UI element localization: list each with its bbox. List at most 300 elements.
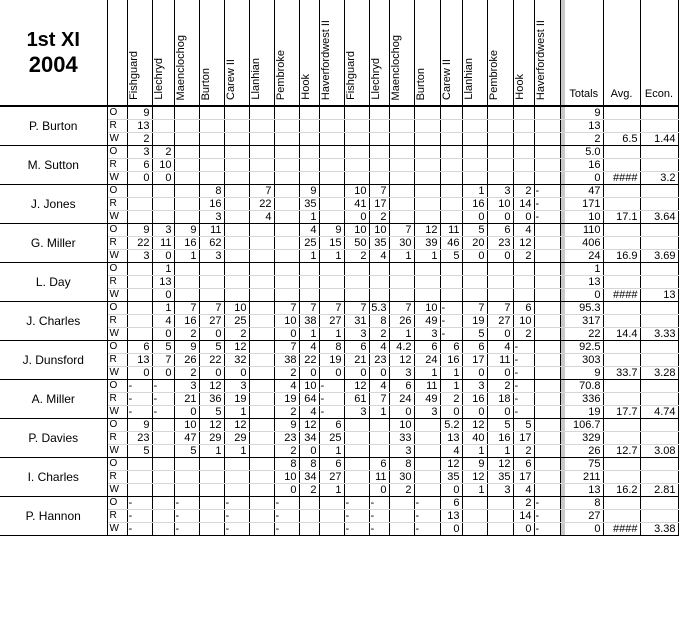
figure-cell: - bbox=[127, 523, 152, 536]
figure-cell: 35 bbox=[299, 198, 319, 211]
figure-cell bbox=[199, 120, 224, 133]
total-cell: 22 bbox=[565, 328, 603, 341]
figure-cell bbox=[487, 510, 513, 523]
avg-cell bbox=[603, 497, 640, 510]
figure-cell: - bbox=[224, 523, 249, 536]
figure-cell: 41 bbox=[344, 198, 369, 211]
figure-cell: 11 bbox=[369, 471, 389, 484]
figure-cell: 16 bbox=[462, 393, 487, 406]
econ-cell bbox=[640, 263, 678, 276]
player-name: L. Day bbox=[0, 263, 107, 302]
figure-cell bbox=[127, 289, 152, 302]
figure-cell bbox=[224, 106, 249, 120]
figure-cell: 0 bbox=[299, 367, 319, 380]
figure-cell bbox=[199, 106, 224, 120]
figure-cell: 0 bbox=[487, 250, 513, 263]
figure-cell bbox=[319, 120, 344, 133]
figure-cell: 0 bbox=[369, 367, 389, 380]
figure-cell bbox=[534, 224, 560, 237]
figure-cell bbox=[152, 458, 174, 471]
figure-cell: 10 bbox=[274, 471, 299, 484]
figure-cell bbox=[299, 289, 319, 302]
figure-cell bbox=[369, 146, 389, 159]
figure-cell bbox=[440, 172, 462, 185]
row-type: O bbox=[107, 263, 127, 276]
figure-cell: 22 bbox=[299, 354, 319, 367]
figure-cell bbox=[249, 224, 274, 237]
figure-cell: 10 bbox=[224, 302, 249, 315]
figure-cell bbox=[414, 276, 440, 289]
figure-cell: 0 bbox=[513, 523, 534, 536]
figure-cell: 0 bbox=[440, 484, 462, 497]
figure-cell bbox=[127, 328, 152, 341]
figure-cell bbox=[299, 523, 319, 536]
figure-cell: 10 bbox=[513, 315, 534, 328]
figure-cell bbox=[487, 159, 513, 172]
figure-cell: - bbox=[344, 510, 369, 523]
econ-cell bbox=[640, 419, 678, 432]
figure-cell: - bbox=[319, 406, 344, 419]
figure-cell bbox=[127, 276, 152, 289]
opponent-label: Burton bbox=[199, 67, 212, 100]
avg-cell bbox=[603, 159, 640, 172]
figure-cell bbox=[389, 146, 414, 159]
figure-cell: 36 bbox=[199, 393, 224, 406]
figure-cell: 9 bbox=[127, 419, 152, 432]
total-cell: 5.0 bbox=[565, 146, 603, 159]
figure-cell: 1 bbox=[487, 445, 513, 458]
avg-cell bbox=[603, 146, 640, 159]
figure-cell: 1 bbox=[224, 445, 249, 458]
figure-cell: - bbox=[152, 380, 174, 393]
figure-cell bbox=[274, 133, 299, 146]
figure-cell: 24 bbox=[414, 354, 440, 367]
player-name: I. Charles bbox=[0, 458, 107, 497]
figure-cell bbox=[249, 523, 274, 536]
figure-cell: 6 bbox=[369, 458, 389, 471]
figure-cell bbox=[249, 302, 274, 315]
figure-cell bbox=[462, 172, 487, 185]
figure-cell bbox=[152, 432, 174, 445]
player-name: J. Dunsford bbox=[0, 341, 107, 380]
figure-cell bbox=[274, 185, 299, 198]
figure-cell bbox=[127, 263, 152, 276]
opponent-label: Pembroke bbox=[274, 49, 287, 100]
figure-cell bbox=[513, 276, 534, 289]
avg-cell bbox=[603, 419, 640, 432]
figure-cell bbox=[224, 276, 249, 289]
opponent-label: Llanhian bbox=[249, 58, 262, 100]
figure-cell: 0 bbox=[462, 211, 487, 224]
figure-cell: - bbox=[369, 523, 389, 536]
figure-cell: 0 bbox=[174, 406, 199, 419]
figure-cell bbox=[440, 159, 462, 172]
figure-cell bbox=[462, 120, 487, 133]
avg-cell bbox=[603, 120, 640, 133]
figure-cell bbox=[152, 120, 174, 133]
figure-cell bbox=[344, 133, 369, 146]
figure-cell: 7 bbox=[274, 341, 299, 354]
opponent-header bbox=[152, 0, 174, 106]
figure-cell bbox=[487, 523, 513, 536]
avg-cell bbox=[603, 315, 640, 328]
figure-cell: - bbox=[534, 211, 560, 224]
total-cell: 27 bbox=[565, 510, 603, 523]
row-type: W bbox=[107, 289, 127, 302]
figure-cell: 12 bbox=[440, 458, 462, 471]
opponent-header bbox=[127, 0, 152, 106]
econ-cell bbox=[640, 276, 678, 289]
figure-cell bbox=[274, 289, 299, 302]
figure-cell: 27 bbox=[319, 471, 344, 484]
total-cell: 13 bbox=[565, 120, 603, 133]
figure-cell: 12 bbox=[513, 237, 534, 250]
figure-cell bbox=[513, 120, 534, 133]
figure-cell bbox=[534, 393, 560, 406]
figure-cell: 7 bbox=[389, 302, 414, 315]
opponent-label: Carew II bbox=[440, 59, 453, 100]
figure-cell bbox=[174, 458, 199, 471]
figure-cell: 2 bbox=[299, 484, 319, 497]
figure-cell: 13 bbox=[440, 510, 462, 523]
figure-cell bbox=[299, 497, 319, 510]
figure-cell bbox=[274, 159, 299, 172]
figure-cell: 0 bbox=[199, 328, 224, 341]
figure-cell: 9 bbox=[174, 224, 199, 237]
opponent-label: Pembroke bbox=[487, 49, 500, 100]
figure-cell bbox=[462, 289, 487, 302]
total-cell: 1 bbox=[565, 263, 603, 276]
opponent-label: Hook bbox=[299, 74, 312, 100]
figure-cell bbox=[534, 328, 560, 341]
figure-cell: - bbox=[127, 406, 152, 419]
econ-cell bbox=[640, 471, 678, 484]
figure-cell: 6 bbox=[462, 341, 487, 354]
figure-cell bbox=[319, 289, 344, 302]
figure-cell: 6 bbox=[319, 458, 344, 471]
figure-cell: 8 bbox=[274, 458, 299, 471]
figure-cell: 1 bbox=[440, 380, 462, 393]
figure-cell bbox=[414, 146, 440, 159]
figure-cell bbox=[487, 263, 513, 276]
figure-cell bbox=[513, 159, 534, 172]
player-row bbox=[0, 341, 678, 354]
figure-cell: - bbox=[224, 497, 249, 510]
figure-cell bbox=[414, 185, 440, 198]
figure-cell: - bbox=[513, 406, 534, 419]
figure-cell bbox=[344, 106, 369, 120]
opponent-header bbox=[534, 0, 560, 106]
figure-cell bbox=[274, 263, 299, 276]
figure-cell: 23 bbox=[487, 237, 513, 250]
figure-cell: 26 bbox=[174, 354, 199, 367]
figure-cell: 38 bbox=[299, 315, 319, 328]
figure-cell bbox=[389, 120, 414, 133]
figure-cell: 6 bbox=[440, 497, 462, 510]
figure-cell: 1 bbox=[462, 185, 487, 198]
figure-cell: 0 bbox=[127, 172, 152, 185]
econ-cell bbox=[640, 341, 678, 354]
total-cell: 110 bbox=[565, 224, 603, 237]
figure-cell: 9 bbox=[274, 419, 299, 432]
opponent-label: Burton bbox=[414, 67, 427, 100]
figure-cell: - bbox=[152, 393, 174, 406]
figure-cell: 19 bbox=[224, 393, 249, 406]
figure-cell: - bbox=[414, 510, 440, 523]
figure-cell bbox=[152, 198, 174, 211]
figure-cell bbox=[487, 133, 513, 146]
figure-cell bbox=[389, 172, 414, 185]
figure-cell bbox=[199, 133, 224, 146]
figure-cell bbox=[534, 380, 560, 393]
figure-cell: 62 bbox=[199, 237, 224, 250]
figure-cell bbox=[440, 198, 462, 211]
figure-cell: 10 bbox=[414, 302, 440, 315]
figure-cell bbox=[174, 484, 199, 497]
row-type: O bbox=[107, 458, 127, 471]
figure-cell bbox=[389, 211, 414, 224]
figure-cell: 6 bbox=[487, 224, 513, 237]
figure-cell: 6 bbox=[513, 458, 534, 471]
figure-cell bbox=[274, 250, 299, 263]
figure-cell: 1 bbox=[369, 406, 389, 419]
figure-cell bbox=[534, 289, 560, 302]
player-row bbox=[0, 497, 678, 510]
avg-cell bbox=[603, 198, 640, 211]
figure-cell: 12 bbox=[462, 419, 487, 432]
total-cell: 336 bbox=[565, 393, 603, 406]
figure-cell: 19 bbox=[274, 393, 299, 406]
figure-cell: 1 bbox=[319, 484, 344, 497]
avg-cell bbox=[603, 458, 640, 471]
avg-cell: #### bbox=[603, 523, 640, 536]
opponent-label: Maenclochog bbox=[389, 34, 402, 100]
avg-cell: 16.2 bbox=[603, 484, 640, 497]
figure-cell: 25 bbox=[319, 432, 344, 445]
figure-cell bbox=[440, 289, 462, 302]
figure-cell bbox=[274, 172, 299, 185]
figure-cell: 1 bbox=[174, 250, 199, 263]
figure-cell bbox=[249, 484, 274, 497]
figure-cell: 10 bbox=[389, 419, 414, 432]
figure-cell bbox=[440, 185, 462, 198]
figure-cell: 4 bbox=[274, 380, 299, 393]
figure-cell bbox=[299, 510, 319, 523]
figure-cell: 27 bbox=[199, 315, 224, 328]
figure-cell bbox=[534, 120, 560, 133]
figure-cell bbox=[249, 432, 274, 445]
figure-cell bbox=[299, 120, 319, 133]
figure-cell: - bbox=[319, 380, 344, 393]
figure-cell bbox=[224, 263, 249, 276]
figure-cell bbox=[249, 380, 274, 393]
opponent-header bbox=[487, 0, 513, 106]
figure-cell: 7 bbox=[369, 185, 389, 198]
figure-cell bbox=[534, 471, 560, 484]
figure-cell: 1 bbox=[299, 328, 319, 341]
figure-cell bbox=[174, 263, 199, 276]
figure-cell bbox=[249, 393, 274, 406]
figure-cell: 9 bbox=[319, 224, 344, 237]
figure-cell: 6 bbox=[127, 341, 152, 354]
figure-cell: 2 bbox=[389, 484, 414, 497]
figure-cell bbox=[174, 289, 199, 302]
figure-cell bbox=[319, 198, 344, 211]
figure-cell: - bbox=[513, 380, 534, 393]
econ-cell bbox=[640, 315, 678, 328]
figure-cell: 46 bbox=[440, 237, 462, 250]
figure-cell: 0 bbox=[152, 328, 174, 341]
opponent-header bbox=[462, 0, 487, 106]
figure-cell bbox=[414, 458, 440, 471]
figure-cell: 6 bbox=[389, 380, 414, 393]
opponent-label: Hook bbox=[513, 74, 526, 100]
figure-cell: 2 bbox=[274, 445, 299, 458]
figure-cell: 12 bbox=[389, 354, 414, 367]
avg-cell: 33.7 bbox=[603, 367, 640, 380]
figure-cell bbox=[152, 510, 174, 523]
figure-cell bbox=[319, 106, 344, 120]
total-cell: 24 bbox=[565, 250, 603, 263]
figure-cell bbox=[487, 120, 513, 133]
opponent-header bbox=[440, 0, 462, 106]
figure-cell bbox=[199, 276, 224, 289]
figure-cell bbox=[319, 523, 344, 536]
figure-cell bbox=[224, 159, 249, 172]
figure-cell bbox=[513, 106, 534, 120]
figure-cell bbox=[174, 120, 199, 133]
figure-cell bbox=[389, 523, 414, 536]
figure-cell bbox=[152, 185, 174, 198]
figure-cell bbox=[152, 133, 174, 146]
opponent-label: Fishguard bbox=[127, 51, 140, 100]
figure-cell bbox=[440, 211, 462, 224]
figure-cell: 6 bbox=[344, 341, 369, 354]
figure-cell: 0 bbox=[369, 484, 389, 497]
opponent-header bbox=[369, 0, 389, 106]
figure-cell: 1 bbox=[199, 445, 224, 458]
figure-cell bbox=[487, 106, 513, 120]
figure-cell bbox=[414, 159, 440, 172]
figure-cell bbox=[199, 289, 224, 302]
figure-cell: - bbox=[440, 328, 462, 341]
figure-cell bbox=[534, 106, 560, 120]
figure-cell bbox=[199, 497, 224, 510]
figure-cell: 0 bbox=[274, 328, 299, 341]
figure-cell bbox=[513, 289, 534, 302]
type-header-cell bbox=[107, 0, 127, 106]
figure-cell: 4 bbox=[299, 224, 319, 237]
figure-cell: 6 bbox=[319, 419, 344, 432]
figure-cell: 30 bbox=[389, 471, 414, 484]
avg-cell: 12.7 bbox=[603, 445, 640, 458]
player-row bbox=[0, 263, 678, 276]
figure-cell: 3 bbox=[487, 484, 513, 497]
figure-cell bbox=[224, 458, 249, 471]
econ-cell: 3.64 bbox=[640, 211, 678, 224]
figure-cell bbox=[152, 211, 174, 224]
figure-cell: 40 bbox=[462, 432, 487, 445]
row-type: R bbox=[107, 510, 127, 523]
summary-header: Econ. bbox=[640, 0, 678, 106]
figure-cell bbox=[249, 315, 274, 328]
player-name: J. Charles bbox=[0, 302, 107, 341]
avg-cell bbox=[603, 354, 640, 367]
figure-cell bbox=[249, 133, 274, 146]
avg-cell: 14.4 bbox=[603, 328, 640, 341]
row-type: O bbox=[107, 419, 127, 432]
figure-cell: 13 bbox=[152, 276, 174, 289]
figure-cell: 12 bbox=[224, 341, 249, 354]
row-type: W bbox=[107, 211, 127, 224]
header-row bbox=[0, 0, 678, 106]
figure-cell: 7 bbox=[389, 224, 414, 237]
figure-cell: 1 bbox=[414, 250, 440, 263]
opponent-header bbox=[299, 0, 319, 106]
row-type: R bbox=[107, 159, 127, 172]
total-cell: 303 bbox=[565, 354, 603, 367]
figure-cell bbox=[487, 172, 513, 185]
player-name: G. Miller bbox=[0, 224, 107, 263]
figure-cell: 3 bbox=[487, 185, 513, 198]
row-type: O bbox=[107, 185, 127, 198]
figure-cell bbox=[534, 341, 560, 354]
figure-cell: 21 bbox=[344, 354, 369, 367]
figure-cell: 0 bbox=[487, 367, 513, 380]
row-type: R bbox=[107, 276, 127, 289]
figure-cell: 1 bbox=[414, 367, 440, 380]
figure-cell bbox=[174, 146, 199, 159]
avg-cell: 17.1 bbox=[603, 211, 640, 224]
figure-cell: - bbox=[174, 523, 199, 536]
avg-cell: 17.7 bbox=[603, 406, 640, 419]
figure-cell bbox=[369, 432, 389, 445]
row-type: W bbox=[107, 523, 127, 536]
avg-cell bbox=[603, 237, 640, 250]
figure-cell bbox=[344, 263, 369, 276]
figure-cell: 11 bbox=[487, 354, 513, 367]
figure-cell bbox=[224, 484, 249, 497]
figure-cell bbox=[174, 211, 199, 224]
figure-cell: 6 bbox=[440, 341, 462, 354]
figure-cell: 12 bbox=[199, 380, 224, 393]
figure-cell bbox=[369, 106, 389, 120]
figure-cell: 2 bbox=[224, 328, 249, 341]
total-cell: 75 bbox=[565, 458, 603, 471]
econ-cell: 13 bbox=[640, 289, 678, 302]
figure-cell bbox=[487, 276, 513, 289]
figure-cell bbox=[249, 172, 274, 185]
figure-cell: 34 bbox=[299, 432, 319, 445]
figure-cell bbox=[319, 276, 344, 289]
figure-cell: 16 bbox=[462, 198, 487, 211]
figure-cell: 12 bbox=[462, 471, 487, 484]
figure-cell bbox=[440, 120, 462, 133]
figure-cell: 2 bbox=[344, 250, 369, 263]
econ-cell bbox=[640, 224, 678, 237]
figure-cell bbox=[127, 302, 152, 315]
figure-cell: 8 bbox=[199, 185, 224, 198]
figure-cell: 3 bbox=[199, 211, 224, 224]
figure-cell bbox=[344, 159, 369, 172]
figure-cell: 0 bbox=[440, 523, 462, 536]
total-cell: 0 bbox=[565, 172, 603, 185]
figure-cell bbox=[274, 106, 299, 120]
figure-cell bbox=[249, 367, 274, 380]
econ-cell: 1.44 bbox=[640, 133, 678, 146]
figure-cell bbox=[534, 406, 560, 419]
figure-cell: 39 bbox=[414, 237, 440, 250]
